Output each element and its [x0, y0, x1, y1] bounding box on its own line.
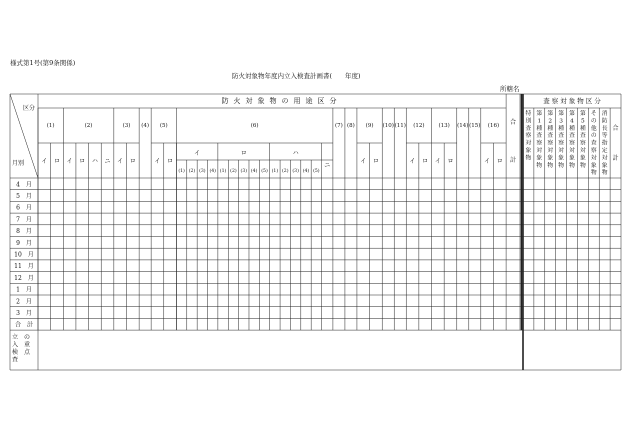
inspect-col-label: 種 [579, 125, 586, 132]
inspect-col-label: 対 [590, 155, 597, 162]
use-group-label: (13) [438, 123, 450, 129]
use-group-label: (6) [250, 123, 259, 129]
use-leaf-label: (3) [199, 169, 206, 174]
footer-label-char: 立 [11, 334, 19, 342]
use-leaf-label: (3) [292, 169, 299, 174]
inspect-col-label: 察 [569, 140, 575, 147]
inspect-col-label: 物 [601, 170, 608, 177]
inspect-col-label: 種 [536, 125, 543, 132]
month-label: 6 月 [16, 204, 32, 212]
inspect-col-label: 物 [579, 162, 586, 169]
inspect-col-label: 察 [579, 140, 586, 147]
use-leaf-label: (2) [230, 169, 237, 174]
inspect-col-label: 第 [547, 111, 554, 117]
inspect-col-label: 長 [601, 125, 608, 132]
inspect-col-label: 3 [559, 118, 563, 125]
inspect-col-label: 4 [570, 118, 574, 125]
inspect-col-label: 査 [525, 125, 532, 132]
inspect-col-label: 等 [601, 133, 608, 140]
use-sub-label: ロ [372, 158, 379, 165]
office-label: 所轄名 [500, 85, 520, 93]
use-header-char: 象 [257, 97, 265, 105]
inspect-col-label: 定 [601, 148, 608, 154]
use-sub-label: ロ [79, 158, 86, 165]
month-label: 8 月 [16, 228, 32, 236]
inspect-col-label: 対 [601, 155, 608, 162]
inspect-col-label: 種 [558, 125, 565, 132]
month-label: 11 月 [14, 263, 34, 271]
inspect-col-label: 対 [558, 148, 565, 154]
use-group-label: (1) [46, 123, 55, 129]
inspect-col-label: 象 [579, 155, 586, 162]
use-header-char: 物 [269, 97, 277, 105]
inspect-header-char: 区 [585, 97, 593, 105]
footer-label-char: 査 [11, 356, 19, 364]
use-group-label: (2) [84, 123, 93, 129]
use-leaf-label: (2) [281, 169, 289, 174]
inspect-col-label: 合 [612, 125, 619, 132]
inspect-col-label: 別 [525, 118, 532, 125]
inspect-col-label: 第 [579, 111, 586, 117]
use-sub-label: イ [41, 158, 48, 165]
use-sub-label: イ [66, 158, 73, 165]
inspect-col-label: 象 [590, 162, 597, 169]
inspect-col-label: 2 [548, 118, 553, 125]
inspect-col-label: 対 [536, 148, 543, 154]
use-group-label: (14) [457, 123, 469, 129]
footer-label-char: 点 [23, 349, 31, 357]
use-total-label: 合 [510, 119, 517, 126]
use-sub-label: ニ [104, 158, 111, 165]
inspect-col-label: 物 [536, 162, 543, 169]
use-sub-label: イ [360, 158, 367, 165]
footer-label-char: の [23, 334, 31, 342]
use-leaf-label: (1) [271, 169, 279, 174]
inspect-col-label: 物 [525, 155, 532, 162]
use-header-char: 用 [293, 97, 301, 105]
inspect-col-label: 察 [590, 148, 597, 154]
inspect-col-label: 第 [536, 111, 543, 117]
inspect-col-label: 察 [558, 140, 565, 147]
inspect-col-label: 1 [537, 118, 542, 125]
inspect-col-label: 対 [569, 148, 575, 154]
inspect-col-label: 特 [525, 111, 532, 117]
use-leaf-label: (1) [178, 169, 185, 174]
use-sub-label: イ [194, 150, 201, 157]
inspect-col-label: 第 [558, 111, 565, 117]
footer-label-char: 重 [23, 341, 31, 349]
use-sub-label: ハ [292, 150, 299, 157]
inspect-col-label: 物 [547, 162, 554, 169]
inspect-col-label: そ [590, 111, 597, 117]
use-header-char: 対 [245, 97, 253, 105]
use-group-label: (3) [122, 123, 131, 129]
use-group-label: (9) [365, 123, 374, 129]
month-label: 4 月 [16, 181, 32, 189]
use-group-label: (15) [469, 123, 481, 129]
month-label: 3 月 [16, 310, 32, 317]
use-leaf-label: (4) [302, 169, 310, 174]
use-header-char: 途 [305, 97, 313, 105]
use-sub-label: ハ [91, 158, 98, 165]
inspect-col-label: 査 [547, 133, 554, 140]
inspect-col-label: 物 [558, 162, 565, 169]
month-label: 10 月 [14, 251, 34, 259]
use-leaf-label: (5) [261, 169, 268, 174]
use-group-label: (10) [382, 123, 394, 129]
inspect-col-label: 5 [581, 118, 585, 125]
corner-top-label: 区分 [22, 105, 36, 112]
use-header-char: 火 [233, 97, 241, 105]
inspect-col-label: 象 [601, 162, 608, 169]
use-sub-label: ロ [129, 158, 136, 165]
use-group-label: (8) [347, 123, 355, 129]
inspect-col-label: 象 [547, 155, 554, 162]
page-title: 防火対象物年度内立入検査計画書( 年度) [232, 72, 361, 80]
use-total-label: 計 [510, 157, 517, 164]
footer-label-char: 検 [11, 349, 19, 357]
use-header-char: 区 [317, 97, 325, 105]
use-sub-label: イ [117, 158, 124, 165]
inspect-col-label: 察 [536, 140, 543, 147]
use-sub-label: ロ [53, 158, 60, 165]
use-sub-label: ロ [422, 158, 429, 165]
use-leaf-label: (2) [188, 169, 196, 174]
use-leaf-label: (1) [219, 169, 227, 174]
inspect-col-label: の [590, 133, 597, 140]
inspect-col-label: 対 [579, 148, 586, 154]
footer-label-char: 入 [11, 341, 19, 349]
month-label: 合 計 [14, 321, 34, 329]
use-sub-label: イ [154, 158, 161, 165]
inspect-col-label: 象 [569, 155, 575, 162]
inspect-col-label: 査 [569, 133, 575, 140]
inspect-col-label: 物 [569, 162, 575, 169]
inspect-col-label: 象 [536, 155, 543, 162]
use-sub-label: ロ [496, 158, 503, 165]
inspect-col-label: 消 [601, 111, 608, 117]
use-group-label: (7) [335, 123, 343, 129]
inspect-col-label: 物 [590, 170, 597, 177]
use-leaf-label: (3) [240, 169, 248, 174]
inspect-header-char: 分 [594, 97, 601, 105]
inspect-header-char: 対 [560, 97, 567, 105]
month-label: 12 月 [14, 274, 34, 282]
inspect-col-label: 査 [536, 133, 543, 140]
inspect-col-label: 指 [601, 140, 608, 147]
inspect-col-label: 象 [558, 155, 565, 162]
inspect-header-char: 物 [577, 97, 584, 105]
use-group-label: (11) [394, 123, 406, 129]
use-group-label: (12) [413, 123, 425, 129]
inspect-col-label: 計 [612, 155, 619, 162]
use-sub-label: イ [434, 158, 441, 165]
form-number: 様式第1号(第9条関係) [10, 59, 76, 67]
month-label: 7 月 [16, 216, 32, 224]
inspect-header-char: 査 [543, 97, 550, 105]
month-label: 9 月 [16, 239, 32, 247]
inspect-col-label: 防 [601, 118, 608, 125]
use-header-char: 分 [329, 97, 337, 105]
use-group-label: (4) [141, 123, 150, 129]
inspect-col-label: 査 [590, 140, 597, 147]
use-leaf-label: (4) [250, 169, 258, 174]
inspect-col-label: 察 [547, 140, 554, 147]
use-group-label: (5) [159, 123, 168, 129]
inspect-col-label: 査 [579, 133, 586, 140]
inspect-col-label: 第 [569, 111, 575, 117]
use-sub-label: ロ [240, 150, 247, 157]
inspect-col-label: 種 [547, 125, 554, 132]
use-sub-label: ロ [447, 158, 454, 165]
inspect-col-label: 察 [525, 133, 532, 140]
inspect-col-label: 査 [558, 133, 565, 140]
inspect-col-label: 象 [525, 148, 532, 154]
inspect-col-label: の [590, 118, 597, 125]
use-leaf-label: (5) [313, 169, 320, 174]
use-leaf-label: (4) [209, 169, 216, 174]
use-group-label: (16) [487, 123, 500, 129]
inspect-col-label: 他 [590, 125, 597, 132]
use-header-char: 防 [221, 97, 229, 105]
inspect-col-label: 対 [525, 140, 532, 147]
use-sub-label: イ [484, 158, 491, 165]
use-sub-label: ニ [324, 162, 331, 169]
use-sub-label: ロ [167, 158, 174, 165]
month-label: 1 月 [16, 286, 32, 294]
month-label: 5 月 [16, 193, 32, 200]
inspect-header-char: 象 [568, 97, 576, 105]
inspect-header-char: 察 [551, 97, 559, 105]
use-header-char: の [281, 97, 289, 105]
corner-bottom-label: 月別 [11, 160, 25, 167]
inspect-col-label: 対 [547, 148, 554, 154]
use-sub-label: イ [409, 158, 416, 165]
month-label: 2 月 [16, 298, 32, 306]
inspect-col-label: 種 [569, 125, 575, 132]
